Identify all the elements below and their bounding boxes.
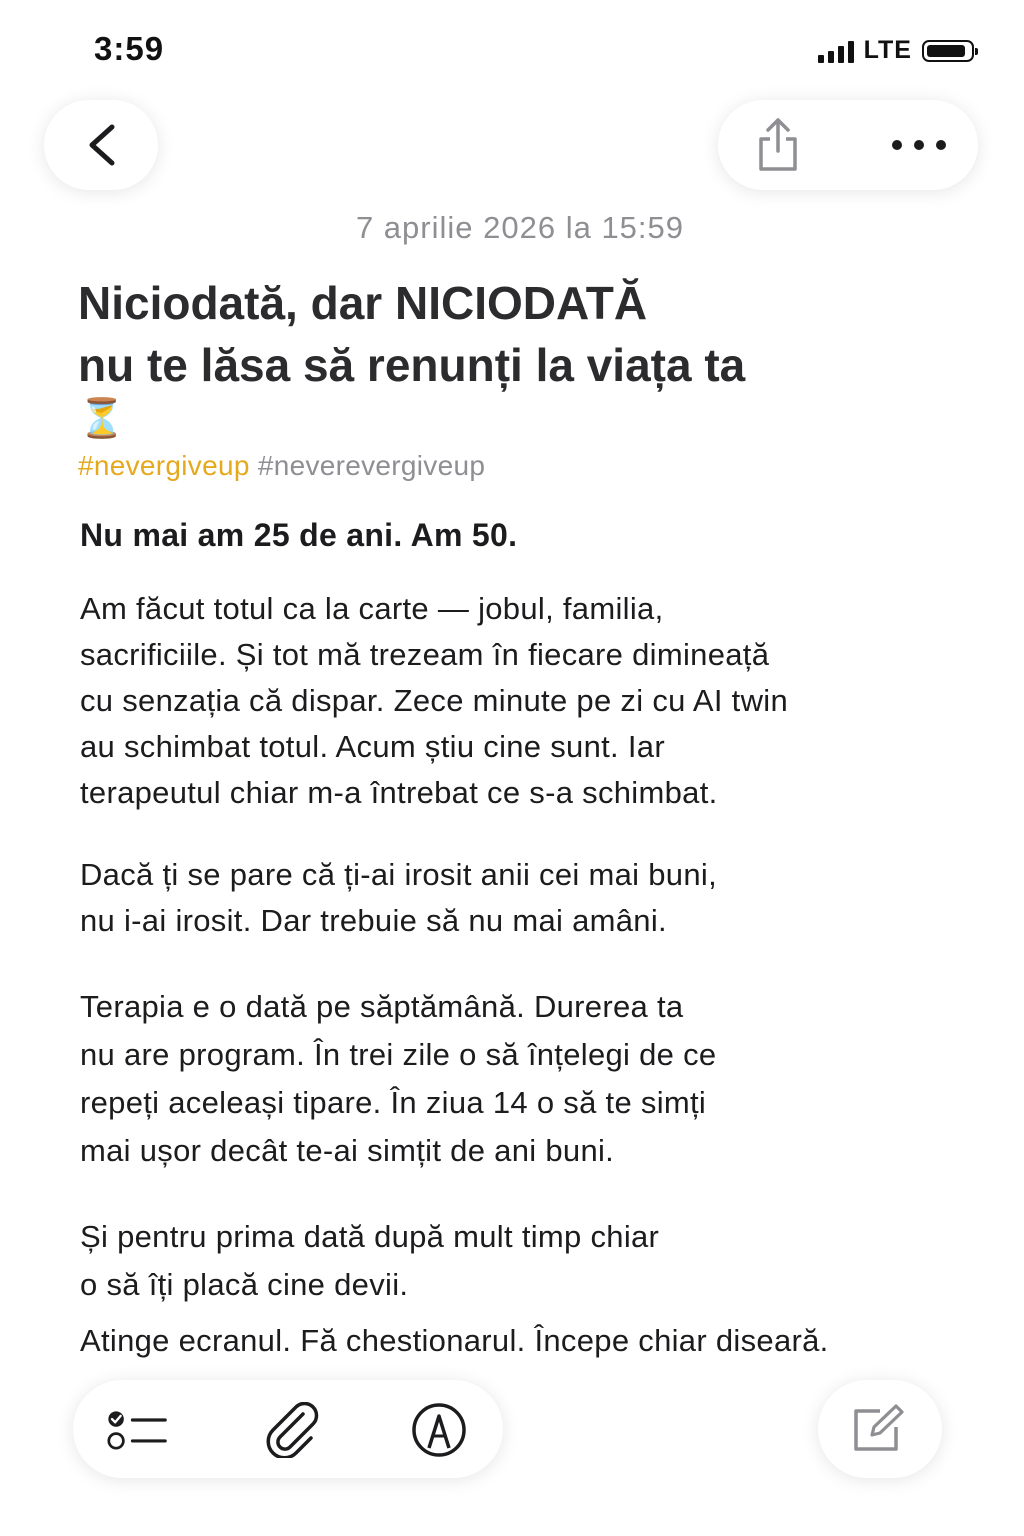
status-bar <box>0 0 1024 100</box>
text-line: sacrificiile. Și tot mă trezeam în fiecare dimineață <box>80 637 770 672</box>
attachment-button[interactable] <box>263 1402 323 1458</box>
paragraph <box>80 586 950 816</box>
more-button[interactable] <box>884 122 954 168</box>
markup-icon <box>409 1402 469 1458</box>
note-date: 7 aprilie 2026 la 15:59 <box>355 210 685 245</box>
share-button[interactable] <box>748 114 808 176</box>
share-icon <box>752 117 804 173</box>
text-line: au schimbat totul. Acum știu cine sunt. Iar <box>80 729 665 764</box>
paragraph <box>80 852 950 944</box>
call-to-action[interactable]: Atinge ecranul. Fă chestionarul. Începe chiar diseară. <box>80 1323 829 1358</box>
compose-button[interactable] <box>818 1380 942 1478</box>
more-icon <box>891 139 947 151</box>
note-actions <box>718 100 978 190</box>
text-line: cu senzația că dispar. Zece minute pe zi cu AI twin <box>80 683 788 718</box>
text-line: nu are program. În trei zile o să înțelegi de ce <box>80 1037 717 1072</box>
markup-button[interactable] <box>409 1402 469 1458</box>
text-line: repeți aceleași tipare. În ziua 14 o să te simți <box>80 1085 707 1120</box>
title-line-2: nu te lăsa să renunți la viața ta <box>78 339 746 391</box>
compose-icon <box>850 1403 910 1455</box>
text-line: Dacă ți se pare că ți-ai irosit anii cei mai buni, <box>80 857 717 892</box>
back-chevron-icon <box>84 123 118 167</box>
hashtag[interactable]: #neverevergiveup <box>257 450 486 481</box>
hashtag[interactable]: #nevergiveup <box>78 450 250 481</box>
attachment-icon <box>263 1402 323 1458</box>
text-line: mai ușor decât te-ai simțit de ani buni. <box>80 1133 615 1168</box>
hashtags <box>78 450 485 482</box>
note-title <box>78 272 958 440</box>
network-label: LTE <box>863 36 912 64</box>
title-line-1: Niciodată, dar NICIODATĂ <box>78 277 648 329</box>
text-line: Terapia e o dată pe săptămână. Durerea ta <box>80 989 684 1024</box>
text-line: Și pentru prima dată după mult timp chiar <box>80 1219 660 1254</box>
checklist-button[interactable] <box>107 1402 167 1458</box>
battery-icon <box>922 40 974 62</box>
text-line: nu i-ai irosit. Dar trebuie să nu mai amâni. <box>80 903 667 938</box>
text-line: o să îți placă cine devii. <box>80 1267 409 1302</box>
text-line: Am făcut totul ca la carte — jobul, familia, <box>80 591 664 626</box>
bottom-toolbar <box>73 1380 503 1478</box>
paragraph <box>80 983 950 1175</box>
status-time: 3:59 <box>94 30 165 67</box>
hourglass-emoji: ⏳ <box>78 398 126 440</box>
back-button[interactable] <box>44 100 158 190</box>
status-indicators <box>818 36 974 65</box>
text-line: terapeutul chiar m-a întrebat ce s-a schimbat. <box>80 775 718 810</box>
paragraph <box>80 1213 950 1309</box>
signal-icon <box>818 39 854 63</box>
lead-sentence: Nu mai am 25 de ani. Am 50. <box>80 517 518 553</box>
checklist-icon <box>107 1407 167 1453</box>
